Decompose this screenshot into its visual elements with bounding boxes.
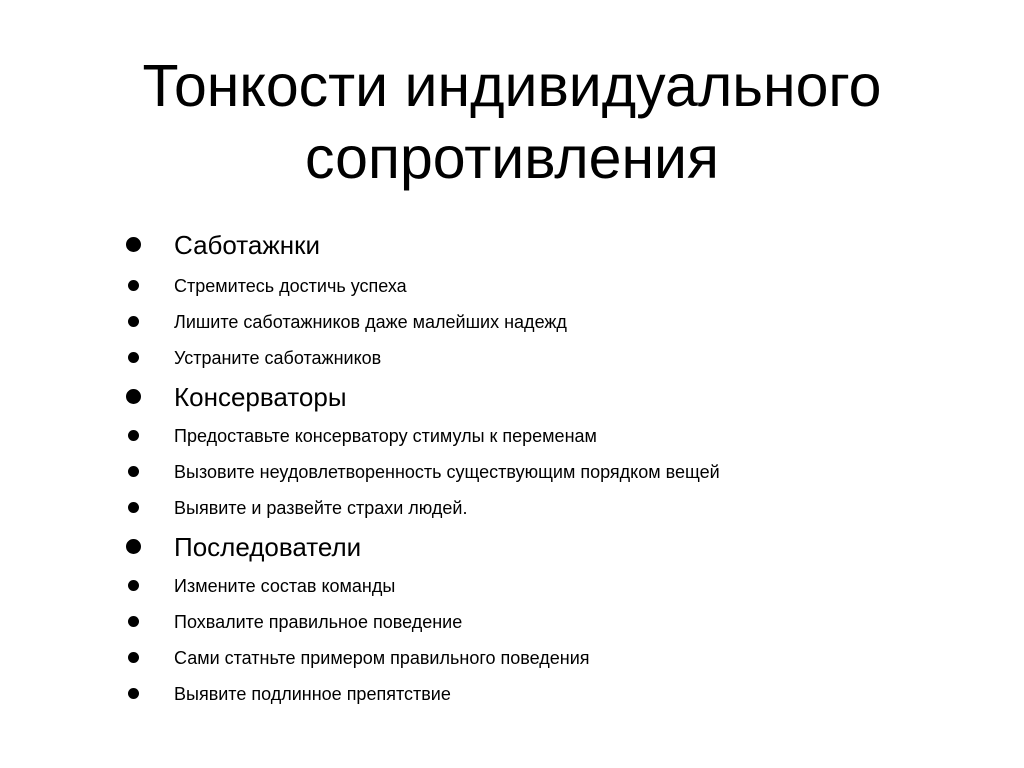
bullet-text: Сами статньте примером правильного поведения: [174, 647, 590, 668]
bullet-text: Консерваторы: [174, 381, 347, 412]
bullet-dot-icon: [128, 652, 139, 663]
bullet-item: [118, 268, 978, 304]
slide-title-line-2: сопротивления: [305, 125, 719, 191]
bullet-item: [118, 604, 978, 640]
bullet-text: Предоставьте консерватору стимулы к переменам: [174, 425, 597, 446]
slide-title: [62, 50, 962, 194]
bullet-dot-icon: [126, 389, 141, 404]
bullet-dot-icon: [128, 430, 139, 441]
bullet-item-followers-heading: [118, 526, 978, 568]
bullet-dot-icon: [128, 502, 139, 513]
bullet-item: [118, 340, 978, 376]
bullet-dot-icon: [128, 616, 139, 627]
bullet-dot-icon: [126, 539, 141, 554]
bullet-item: [118, 418, 978, 454]
bullet-dot-icon: [128, 280, 139, 291]
bullet-text: Выявите и развейте страхи людей.: [174, 497, 468, 518]
bullet-text: Измените состав команды: [174, 575, 396, 596]
bullet-text: Устраните саботажников: [174, 347, 382, 368]
bullet-dot-icon: [128, 352, 139, 363]
bullet-dot-icon: [128, 316, 139, 327]
bullet-item: [118, 676, 978, 712]
bullet-list: [118, 222, 978, 712]
bullet-item: [118, 640, 978, 676]
bullet-text: Лишите саботажников даже малейших надежд: [174, 311, 567, 332]
bullet-dot-icon: [128, 466, 139, 477]
bullet-dot-icon: [128, 688, 139, 699]
bullet-dot-icon: [126, 237, 141, 252]
bullet-item-saboteurs-heading: [118, 222, 978, 268]
bullet-item: [118, 490, 978, 526]
bullet-item: [118, 568, 978, 604]
slide-title-line-1: Тонкости индивидуального: [142, 53, 882, 119]
bullet-text: Саботажнки: [174, 229, 321, 260]
bullet-text: Стремитесь достичь успеха: [174, 275, 407, 296]
bullet-item: [118, 454, 978, 490]
bullet-item-conservatives-heading: [118, 376, 978, 418]
bullet-text: Вызовите неудовлетворенность существующим порядком вещей: [174, 461, 720, 482]
bullet-dot-icon: [128, 580, 139, 591]
bullet-text: Последователи: [174, 531, 362, 562]
bullet-item: [118, 304, 978, 340]
bullet-text: Похвалите правильное поведение: [174, 611, 463, 632]
bullet-text: Выявите подлинное препятствие: [174, 683, 451, 704]
